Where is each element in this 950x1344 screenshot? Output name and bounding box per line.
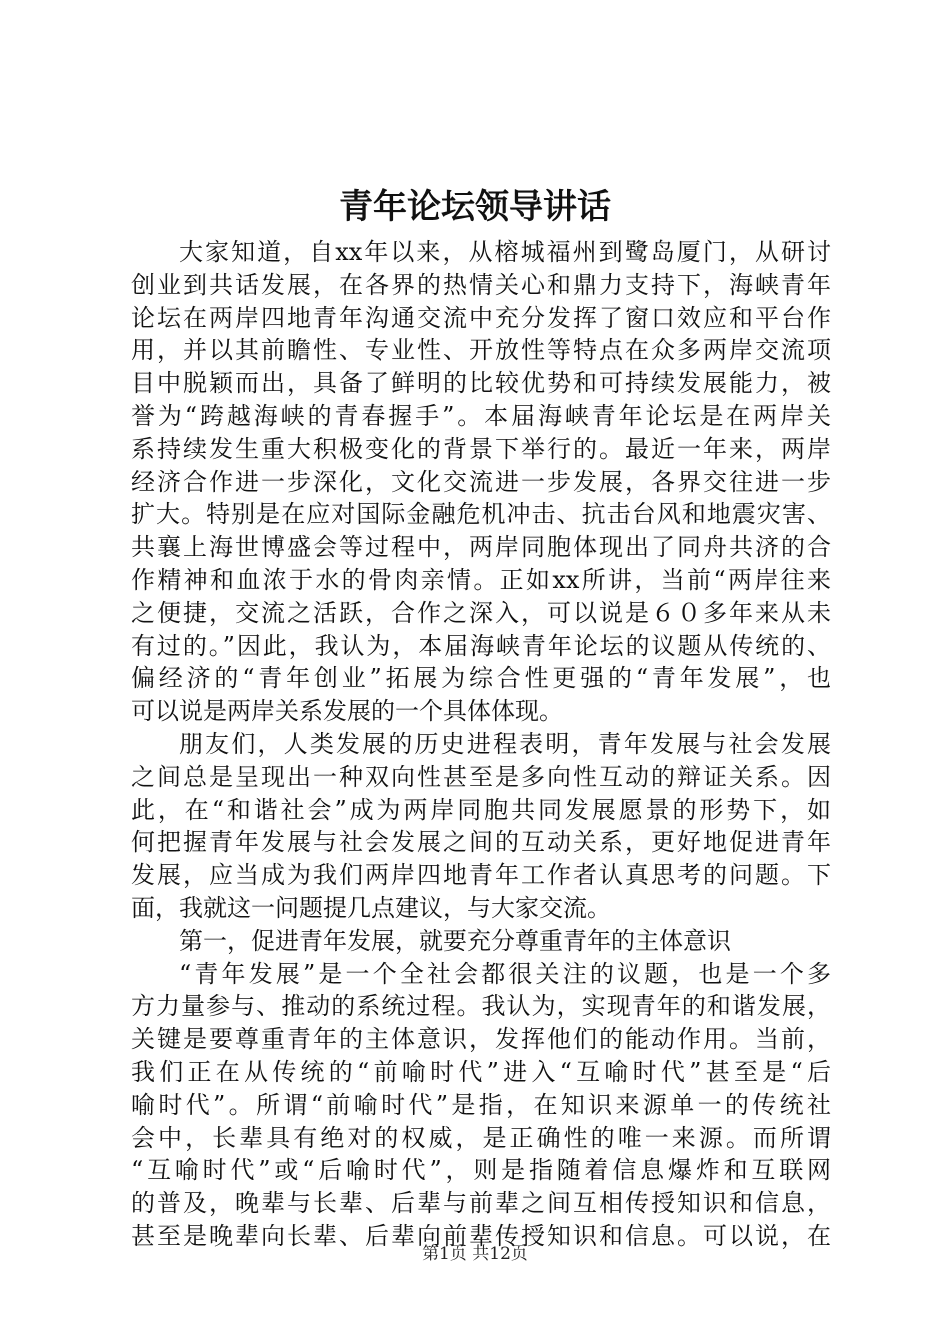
page-footer: 第1页 共12页 <box>422 1244 528 1264</box>
body-line: 共襄上海世博盛会等过程中，两岸同胞体现出了同舟共济的合 <box>131 533 831 562</box>
body-line: 此，在“和谐社会”成为两岸同胞共同发展愿景的形势下，如 <box>131 795 831 824</box>
body-line: 朋友们，人类发展的历史进程表明，青年发展与社会发展 <box>179 729 831 758</box>
body-line: 论坛在两岸四地青年沟通交流中充分发挥了窗口效应和平台作 <box>131 303 831 332</box>
body-line: 何把握青年发展与社会发展之间的互动关系，更好地促进青年 <box>131 828 831 857</box>
body-line: 关键是要尊重青年的主体意识，发挥他们的能动作用。当前， <box>131 1025 831 1054</box>
document-body <box>131 236 831 1253</box>
body-line: 有过的。”因此，我认为，本届海峡青年论坛的议题从传统的、 <box>131 631 831 660</box>
body-line: “互喻时代”或“后喻时代”，则是指随着信息爆炸和互联网 <box>131 1156 831 1185</box>
body-line: 之便捷，交流之活跃，合作之深入，可以说是６０多年来从未 <box>131 598 831 627</box>
body-line: 誉为“跨越海峡的青春握手”。本届海峡青年论坛是在两岸关 <box>131 401 831 430</box>
body-line: 方力量参与、推动的系统过程。我认为，实现青年的和谐发展， <box>131 992 831 1021</box>
body-line: “青年发展”是一个全社会都很关注的议题，也是一个多 <box>179 959 831 988</box>
body-line: 甚至是晚辈向长辈、后辈向前辈传授知识和信息。可以说，在 <box>131 1221 831 1250</box>
body-line: 会中，长辈具有绝对的权威，是正确性的唯一来源。而所谓 <box>131 1123 831 1152</box>
body-line: 用，并以其前瞻性、专业性、开放性等特点在众多两岸交流项 <box>131 336 831 365</box>
body-line: 偏经济的“青年创业”拓展为综合性更强的“青年发展”，也 <box>131 664 831 693</box>
body-line: 可以说是两岸关系发展的一个具体体现。 <box>131 697 563 726</box>
body-line: 目中脱颖而出，具备了鲜明的比较优势和可持续发展能力，被 <box>131 369 831 398</box>
body-line: 第一，促进青年发展，就要充分尊重青年的主体意识 <box>179 926 731 955</box>
body-line: 我们正在从传统的“前喻时代”进入“互喻时代”甚至是“后 <box>131 1057 831 1086</box>
body-line: 经济合作进一步深化，文化交流进一步发展，各界交往进一步 <box>131 467 831 496</box>
body-line: 发展，应当成为我们两岸四地青年工作者认真思考的问题。下 <box>131 861 831 890</box>
body-line: 创业到共话发展，在各界的热情关心和鼎力支持下，海峡青年 <box>131 270 831 299</box>
body-line: 系持续发生重大积极变化的背景下举行的。最近一年来，两岸 <box>131 434 831 463</box>
body-line: 面，我就这一问题提几点建议，与大家交流。 <box>131 893 611 922</box>
body-line: 扩大。特别是在应对国际金融危机冲击、抗击台风和地震灾害、 <box>131 500 831 529</box>
body-line: 大家知道，自xx年以来，从榕城福州到鹭岛厦门，从研讨 <box>179 238 831 266</box>
document-title: 青年论坛领导讲话 <box>339 187 611 227</box>
body-line: 喻时代”。所谓“前喻时代”是指，在知识来源单一的传统社 <box>131 1090 831 1119</box>
body-line: 作精神和血浓于水的骨肉亲情。正如xx所讲，当前“两岸往来 <box>131 565 831 594</box>
body-line: 的普及，晚辈与长辈、后辈与前辈之间互相传授知识和信息， <box>131 1189 831 1218</box>
body-line: 之间总是呈现出一种双向性甚至是多向性互动的辩证关系。因 <box>131 762 831 791</box>
